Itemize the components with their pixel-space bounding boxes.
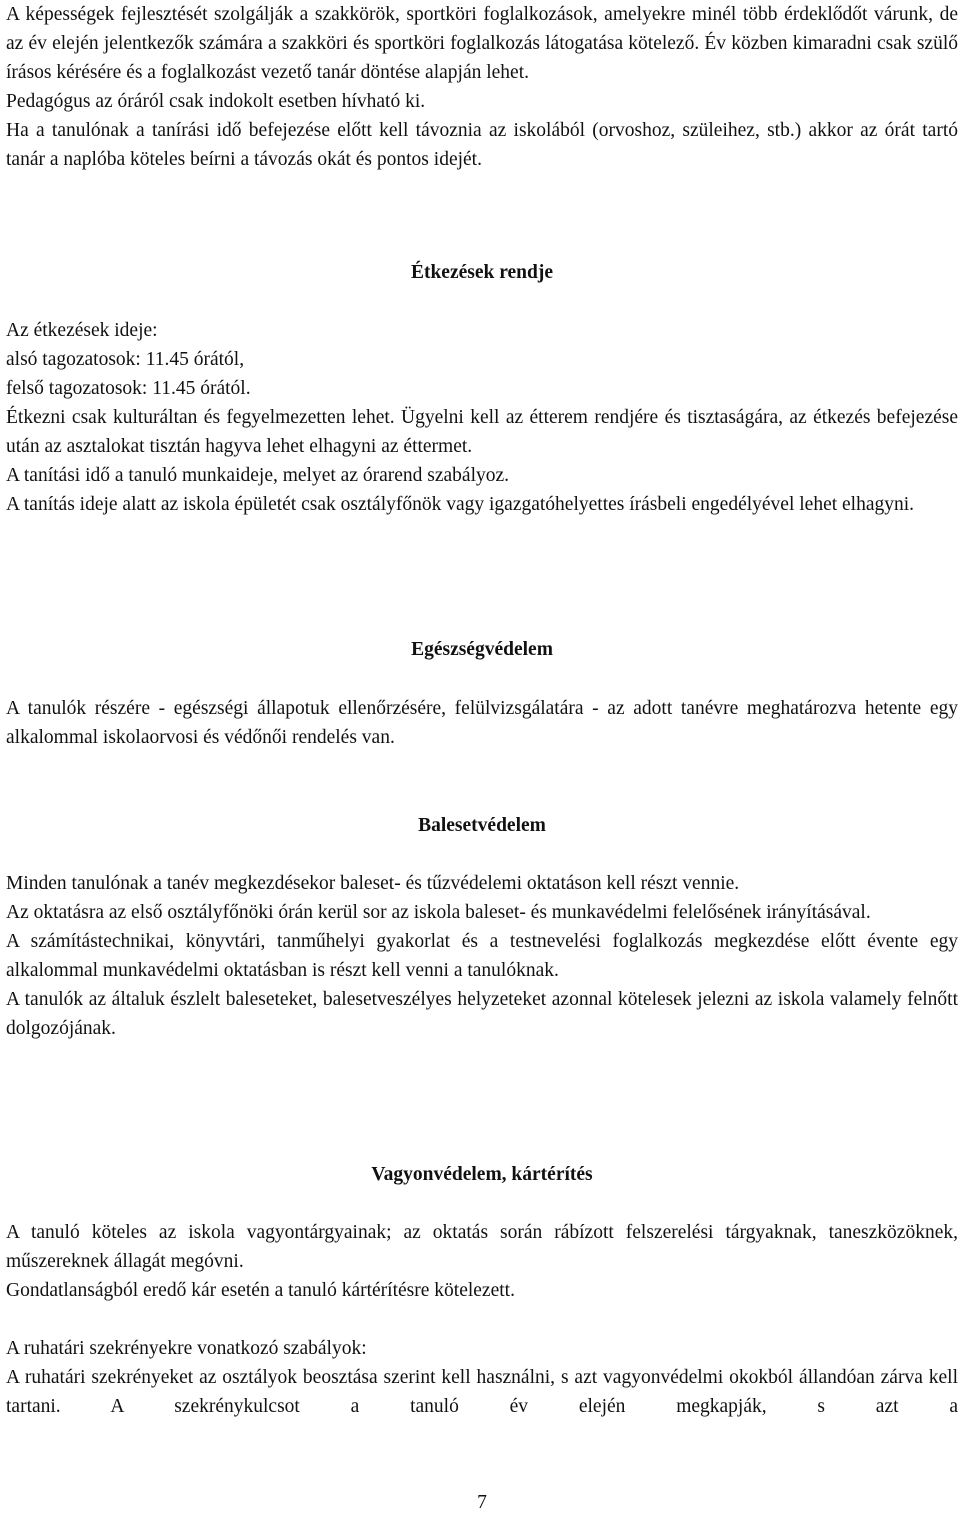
ruhatar-section bbox=[6, 1334, 958, 1421]
paragraph-felso-tagozat: felső tagozatosok: 11.45 órától. bbox=[6, 378, 251, 399]
paragraph-etkezes-ideje: Az étkezések ideje: bbox=[6, 320, 158, 341]
heading-balesetvedelem: Balesetvédelem bbox=[418, 815, 546, 836]
paragraph-pedagogus: Pedagógus az óráról csak indokolt esetben hívható ki. bbox=[6, 91, 426, 112]
paragraph-vagyontargyak: A tanuló köteles az iskola vagyontárgyainak; az oktatás során rábízott felszerelési tárgyaknak, taneszközöknek, műszereknek állagát megóvni. bbox=[6, 1222, 958, 1272]
page-number: 7 bbox=[477, 1492, 487, 1513]
baleset-section bbox=[6, 869, 958, 1043]
heading-etkezesek-rendje: Étkezések rendje bbox=[410, 262, 554, 283]
intro-section bbox=[6, 0, 958, 174]
paragraph-tanitasi-ido: A tanítási idő a tanuló munkaideje, melyet az órarend szabályoz. bbox=[6, 465, 510, 486]
paragraph-epulet-elhagyas: A tanítás ideje alatt az iskola épületét csak osztályfőnök vagy igazgatóhelyettes írásbeli engedélyével lehet elhagyni. bbox=[6, 494, 915, 515]
etkezes-section bbox=[6, 316, 958, 519]
paragraph-kartérites: Gondatlanságból eredő kár esetén a tanuló kártérítésre kötelezett. bbox=[6, 1280, 515, 1301]
heading-vagyonvedelem: Vagyonvédelem, kártérítés bbox=[371, 1164, 593, 1185]
paragraph-szakkorok: A képességek fejlesztését szolgálják a szakkörök, sportköri foglalkozások, amelyekre minél több érdeklődőt várunk, de az év elején jelentkezők számára a szakköri és sportköri foglalkozás látogatása kötelező. Év közben kimaradni csak szülő írásos kérésére és a foglalkozást vezető tanár döntése alapján lehet. bbox=[6, 4, 958, 83]
paragraph-rendeles: A tanulók részére - egészségi állapotuk ellenőrzésére, felülvizsgálatára - az adott tanévre meghatározva hetente egy alkalommal iskolaorvosi és védőnői rendelés van. bbox=[6, 698, 958, 748]
paragraph-kulturaltan: Étkezni csak kulturáltan és fegyelmezetten lehet. Ügyelni kell az étterem rendjére és tisztaságára, az étkezés befejezése után az asztalokat tisztán hagyva lehet elhagyni az éttermet. bbox=[6, 407, 958, 457]
vagyon-section bbox=[6, 1218, 958, 1305]
paragraph-szekrenyek: A ruhatári szekrényeket az osztályok beosztása szerint kell használni, s azt vagyonvédelmi okokból állandóan zárva kell tartani. A szekrénykulcsot a tanuló év elején megkapják, s azt a bbox=[6, 1367, 958, 1417]
egeszseg-section bbox=[6, 694, 958, 752]
heading-egeszsegvedelem: Egészségvédelem bbox=[411, 639, 553, 660]
paragraph-munkavedelem: A számítástechnikai, könyvtári, tanműhelyi gyakorlat és a testnevelési foglalkozás megkezdése előtt évente egy alkalommal munkavédelmi oktatásban is részt kell venni a tanulóknak. bbox=[6, 931, 958, 981]
paragraph-tavozas: Ha a tanulónak a tanírási idő befejezése előtt kell távoznia az iskolából (orvoshoz, szüleihez, stb.) akkor az órát tartó tanár a naplóba köteles beírni a távozás okát és pontos idejét. bbox=[6, 120, 958, 170]
paragraph-ruhatar-cim: A ruhatári szekrényekre vonatkozó szabályok: bbox=[6, 1338, 367, 1359]
paragraph-osztalyfonoki-ora: Az oktatásra az első osztályfőnöki órán kerül sor az iskola baleset- és munkavédelmi felelősének irányításával. bbox=[6, 902, 871, 923]
paragraph-also-tagozat: alsó tagozatosok: 11.45 órától, bbox=[6, 349, 245, 370]
paragraph-balesetek-jelzese: A tanulók az általuk észlelt baleseteket, balesetveszélyes helyzeteket azonnal kötelesek jelezni az iskola valamely felnőtt dolgozójának. bbox=[6, 989, 958, 1039]
paragraph-tuzvedelem: Minden tanulónak a tanév megkezdésekor baleset- és tűzvédelemi oktatáson kell részt vennie. bbox=[6, 873, 740, 894]
